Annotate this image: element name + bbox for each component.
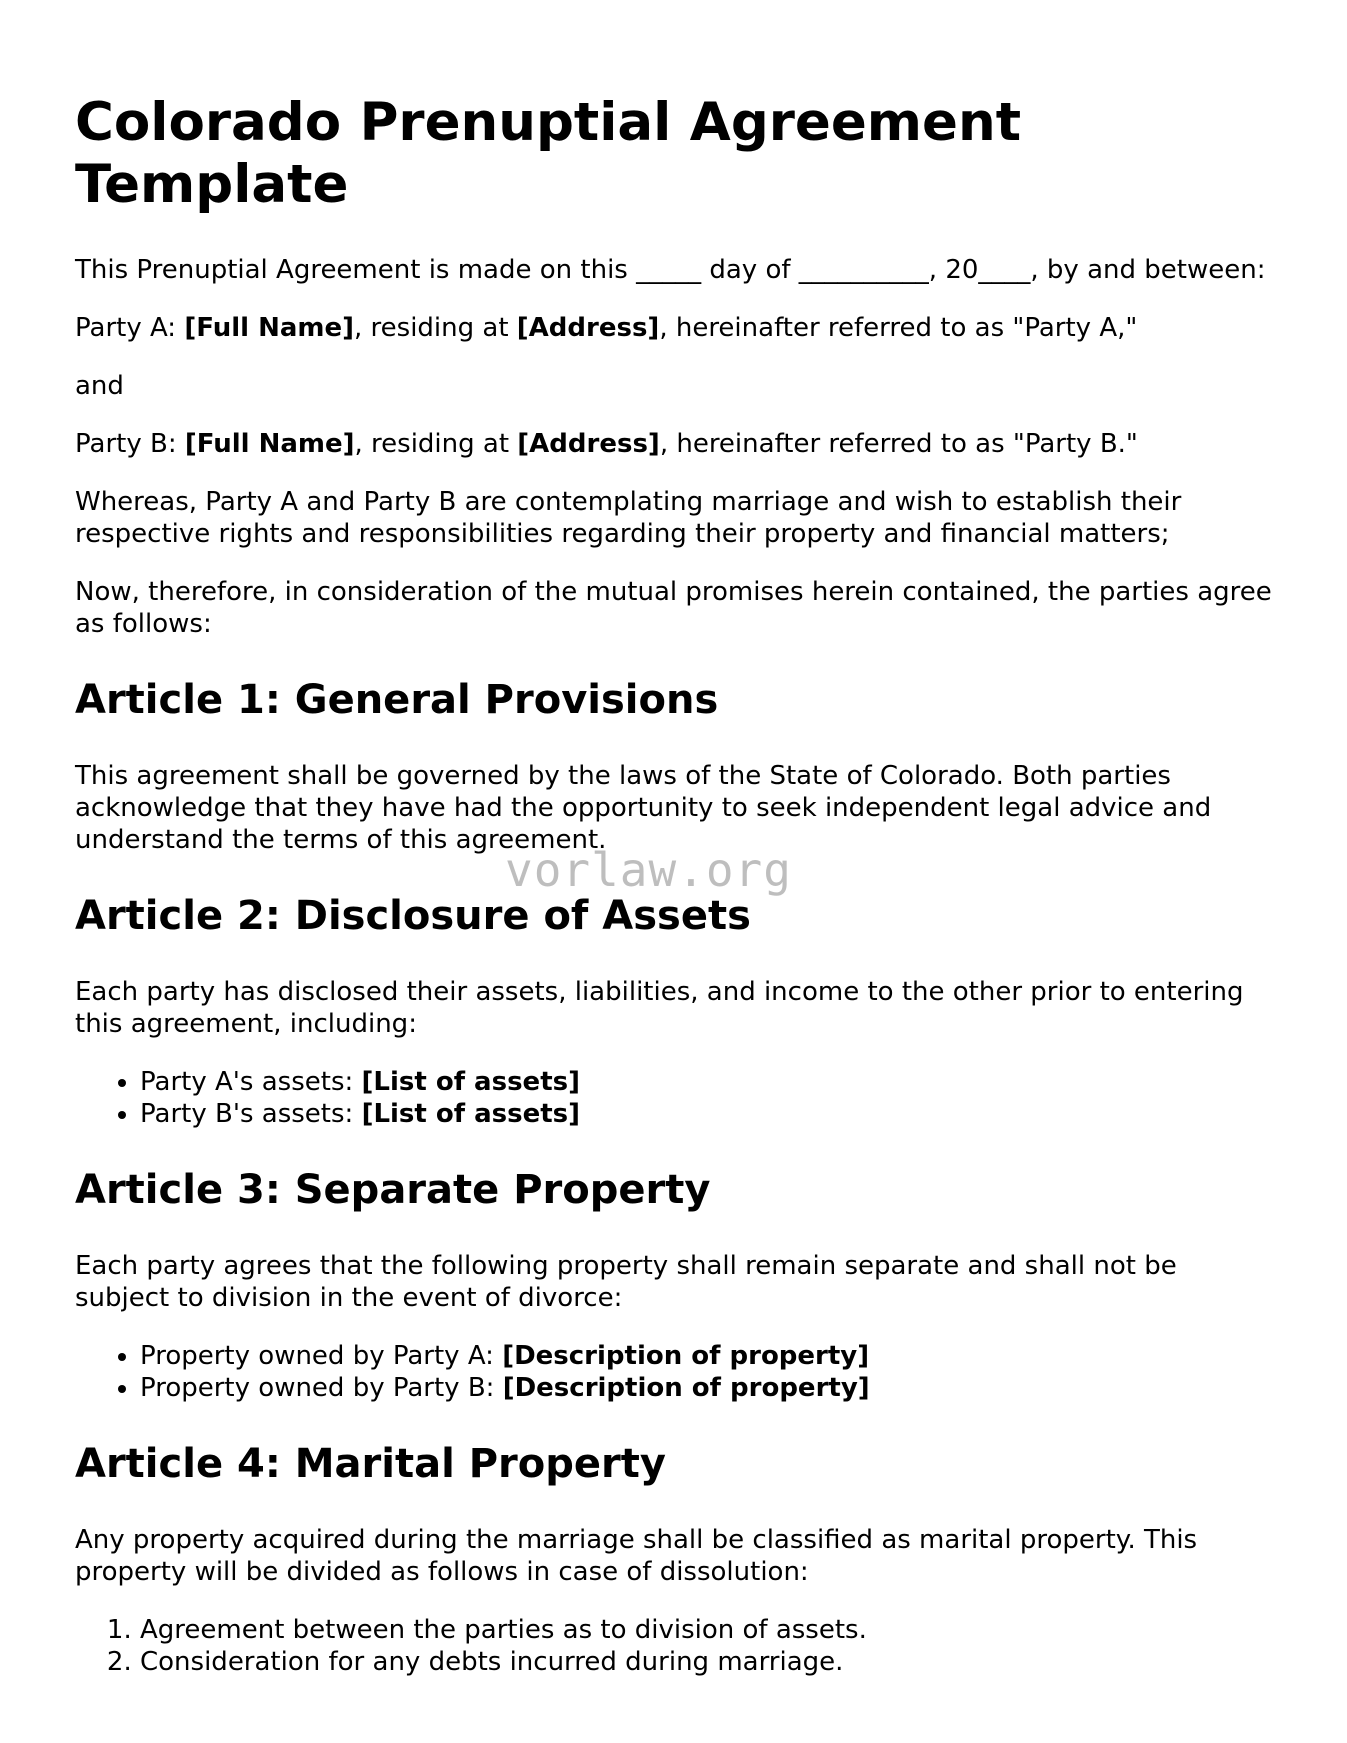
list-item-label: Property owned by Party A: xyxy=(140,1341,503,1371)
party-a-suffix: , hereinafter referred to as "Party A," xyxy=(659,313,1138,343)
list-item xyxy=(140,1098,1275,1130)
party-a-name: [Full Name] xyxy=(184,313,354,343)
list-item-label: Property owned by Party B: xyxy=(140,1373,503,1403)
list-item-label: Party A's assets: xyxy=(140,1067,362,1097)
article-1-heading: Article 1: General Provisions xyxy=(75,677,719,723)
party-b-residing: , residing at xyxy=(354,429,518,459)
party-a-residing: , residing at xyxy=(354,313,517,343)
party-a-paragraph xyxy=(75,312,1275,344)
document-title: Colorado Prenuptial Agreement Template xyxy=(75,92,1022,215)
list-item xyxy=(140,1372,1275,1404)
party-b-name: [Full Name] xyxy=(184,429,355,459)
party-b-label: Party B: xyxy=(75,429,185,459)
list-item-label: Party B's assets: xyxy=(140,1099,362,1129)
now-therefore-paragraph: Now, therefore, in consideration of the mutual promises herein contained, the parties agree as follows: xyxy=(75,577,1272,639)
intro-paragraph: This Prenuptial Agreement is made on this _____ day of __________, 20____, by and between: xyxy=(75,255,1266,285)
list-item-value: [Description of property] xyxy=(502,1341,870,1371)
article-3-text: Each party agrees that the following property shall remain separate and shall not be subject to division in the event of divorce: xyxy=(75,1251,1177,1313)
list-item xyxy=(140,1066,1275,1098)
article-2-heading: Article 2: Disclosure of Assets xyxy=(75,893,751,939)
list-item-value: [List of assets] xyxy=(361,1067,580,1097)
article-3-list xyxy=(75,1340,1275,1404)
article-4-list xyxy=(75,1614,1275,1678)
party-b-address: [Address] xyxy=(517,429,660,459)
list-item-value: [Description of property] xyxy=(502,1373,870,1403)
party-b-paragraph xyxy=(75,428,1275,460)
article-2-text: Each party has disclosed their assets, liabilities, and income to the other prior to entering this agreement, including: xyxy=(75,977,1244,1039)
whereas-paragraph: Whereas, Party A and Party B are contemplating marriage and wish to establish their respective rights and responsibilities regarding their property and financial matters; xyxy=(75,487,1182,549)
article-2-list xyxy=(75,1066,1275,1130)
party-a-address: [Address] xyxy=(516,313,660,343)
list-item: 2. Consideration for any debts incurred during marriage. xyxy=(140,1646,1275,1678)
party-a-label: Party A: xyxy=(75,313,185,343)
list-item xyxy=(140,1340,1275,1372)
list-item-value: [List of assets] xyxy=(361,1099,581,1129)
party-b-suffix: , hereinafter referred to as "Party B." xyxy=(659,429,1138,459)
article-4-heading: Article 4: Marital Property xyxy=(75,1441,666,1487)
document-page xyxy=(75,92,1275,1704)
article-3-heading: Article 3: Separate Property xyxy=(75,1167,711,1213)
article-4-text: Any property acquired during the marriage shall be classified as marital property. This property will be divided as follows in case of dissolution: xyxy=(75,1525,1198,1587)
list-item: 1. Agreement between the parties as to division of assets. xyxy=(140,1614,1275,1646)
and-paragraph: and xyxy=(75,371,124,401)
article-1-text: This agreement shall be governed by the laws of the State of Colorado. Both parties acknowledge that they have had the opportunity to seek independent legal advice and understand the terms of this agreement. xyxy=(75,761,1212,855)
watermark: vorlaw.org xyxy=(505,843,792,897)
